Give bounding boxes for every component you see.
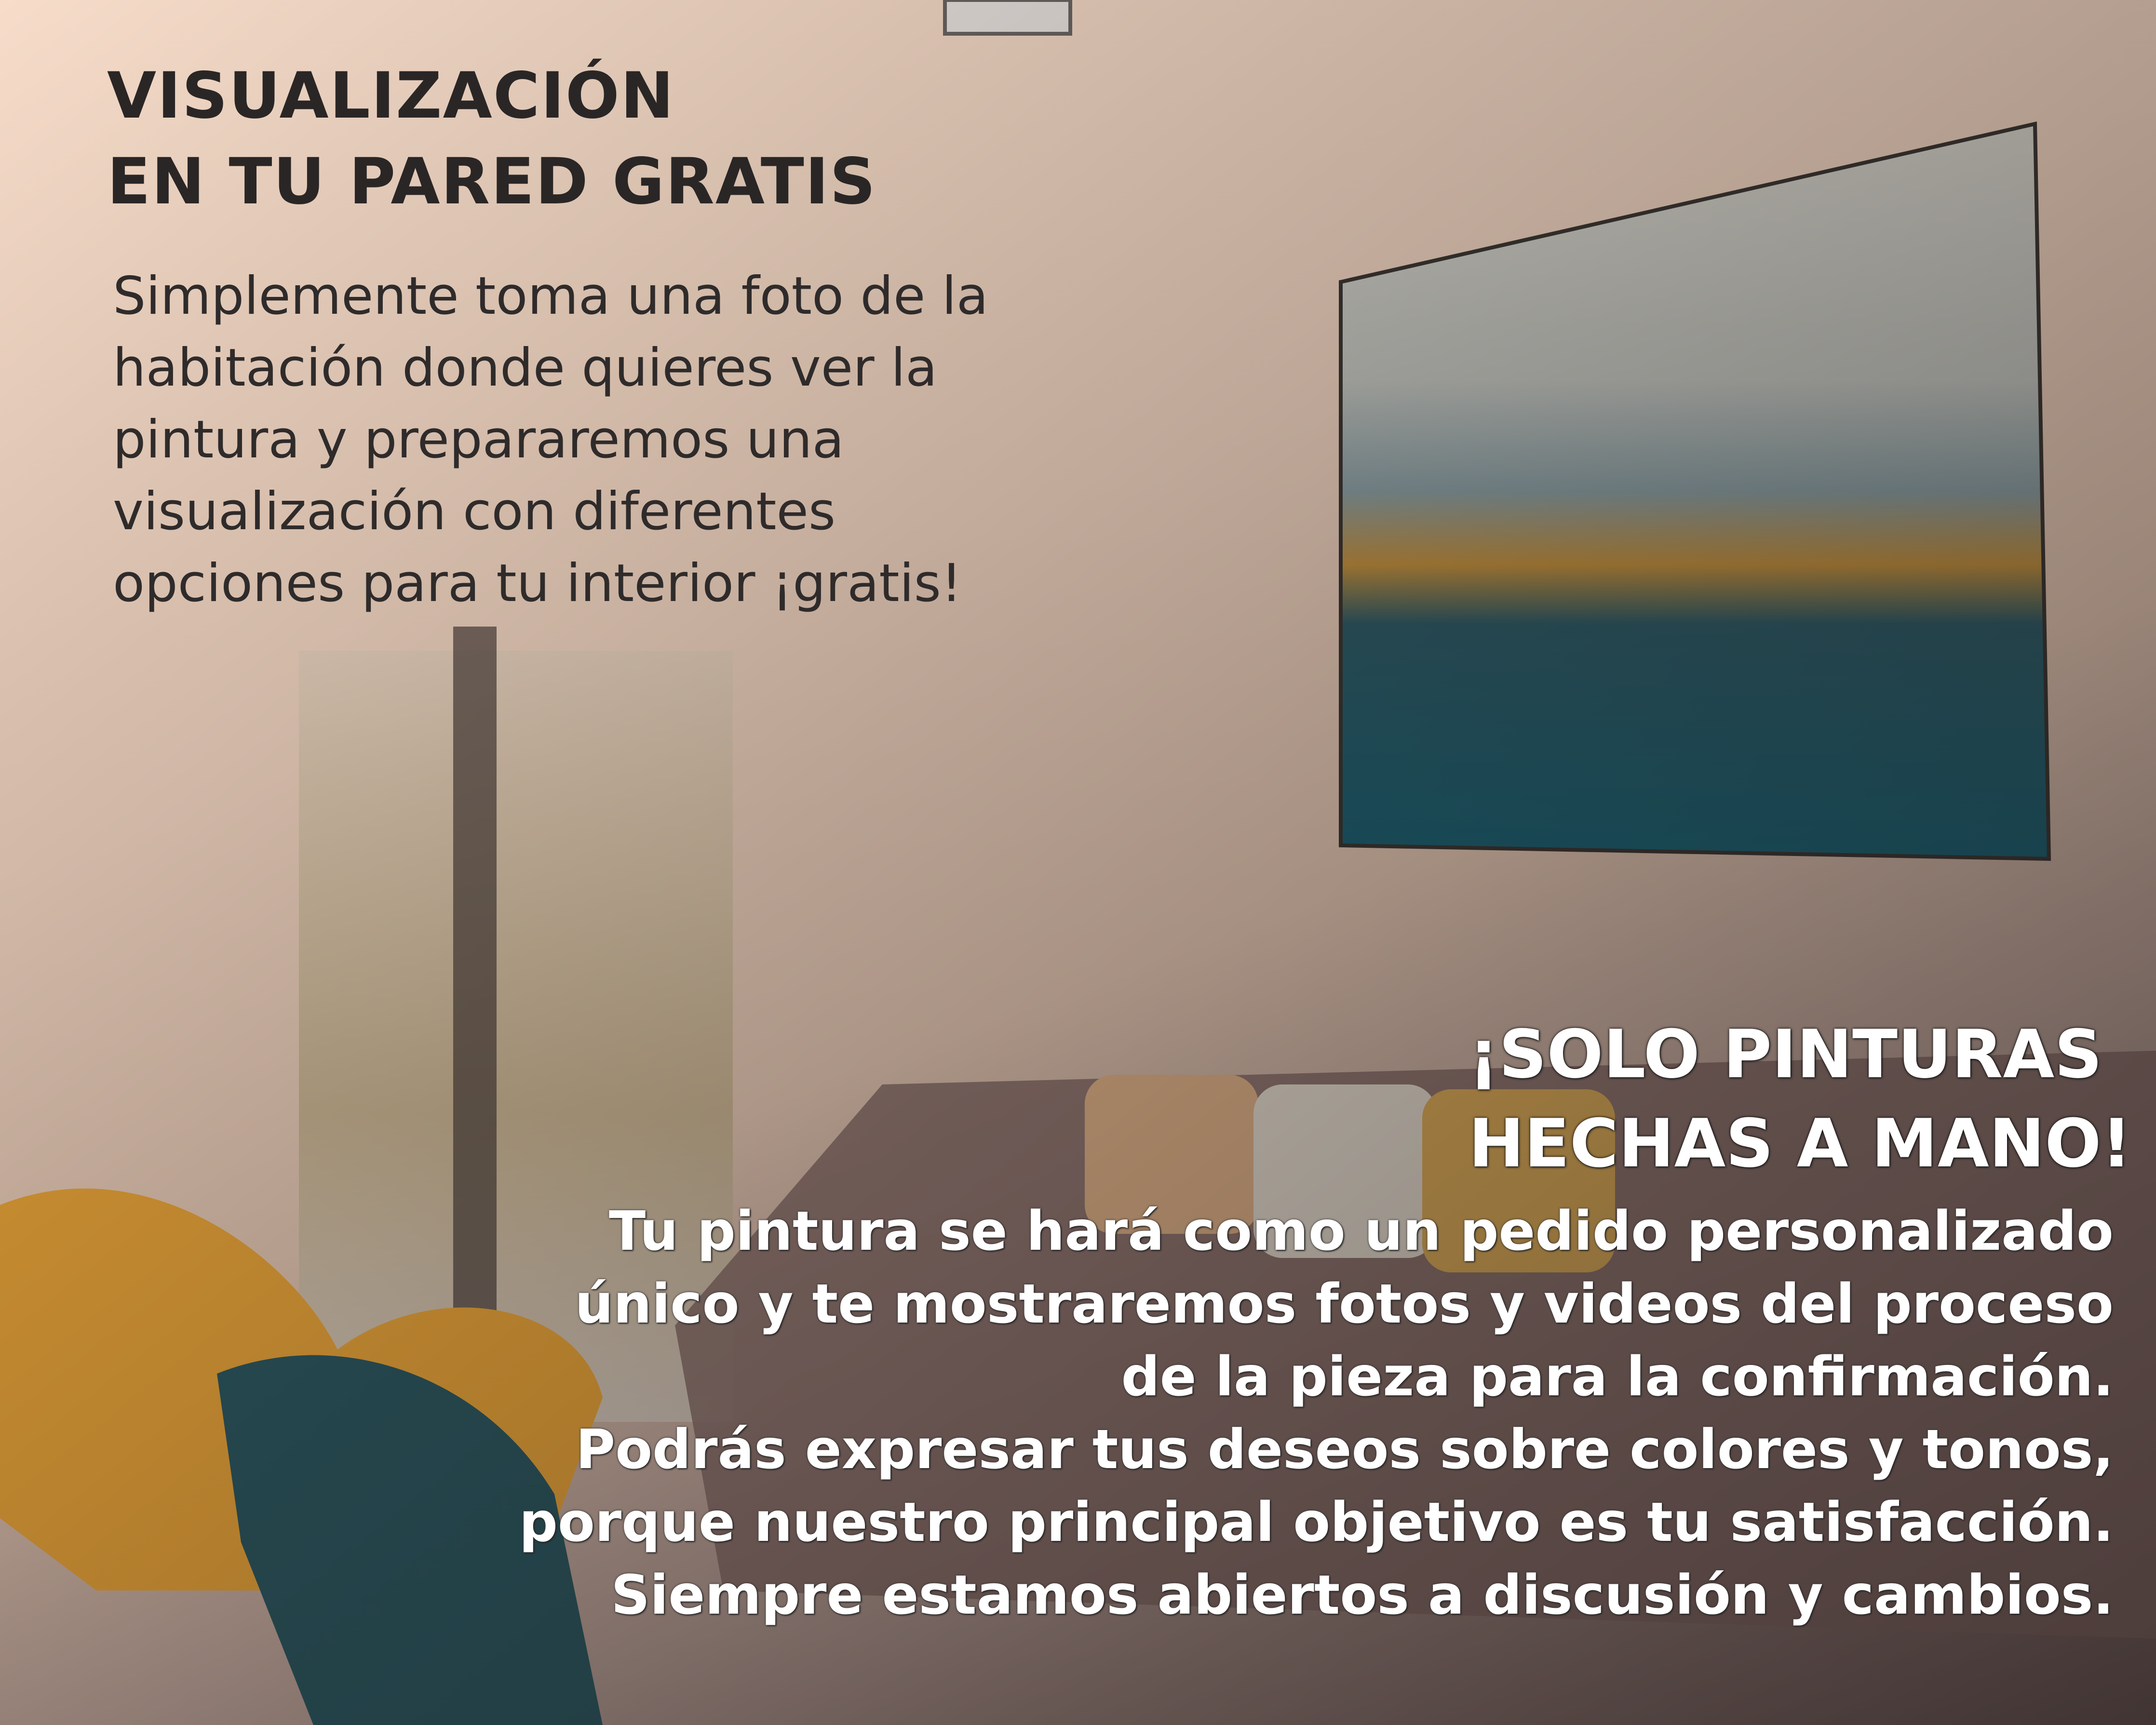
title-line: EN TU PARED GRATIS xyxy=(107,145,877,219)
intro-line: pintura y prepararemos una xyxy=(113,410,844,470)
intro-line: Simplemente toma una foto de la xyxy=(113,266,988,326)
title-line: VISUALIZACIÓN xyxy=(107,59,675,133)
details-line: Siempre estamos abiertos a discusión y cambios. xyxy=(611,1564,2114,1627)
handmade-line: HECHAS A MANO! xyxy=(1469,1105,2132,1182)
details-line: de la pieza para la confirmación. xyxy=(1121,1346,2114,1408)
details-paragraph xyxy=(519,1195,2114,1632)
details-line: Podrás expresar tus deseos sobre colores y tonos, xyxy=(576,1418,2114,1481)
details-line: porque nuestro principal objetivo es tu satisfacción. xyxy=(519,1491,2114,1554)
intro-line: habitación donde quieres ver la xyxy=(113,338,938,398)
intro-line: opciones para tu interior ¡gratis! xyxy=(113,553,962,614)
details-line: Tu pintura se hará como un pedido personalizado xyxy=(608,1200,2114,1263)
handmade-line: ¡SOLO PINTURAS xyxy=(1469,1016,2102,1093)
details-line: único y te mostraremos fotos y videos del proceso xyxy=(575,1273,2114,1336)
handmade-heading xyxy=(1469,1010,2132,1188)
intro-paragraph xyxy=(113,260,988,619)
page-title xyxy=(107,53,876,225)
intro-line: visualización con diferentes xyxy=(113,481,836,542)
